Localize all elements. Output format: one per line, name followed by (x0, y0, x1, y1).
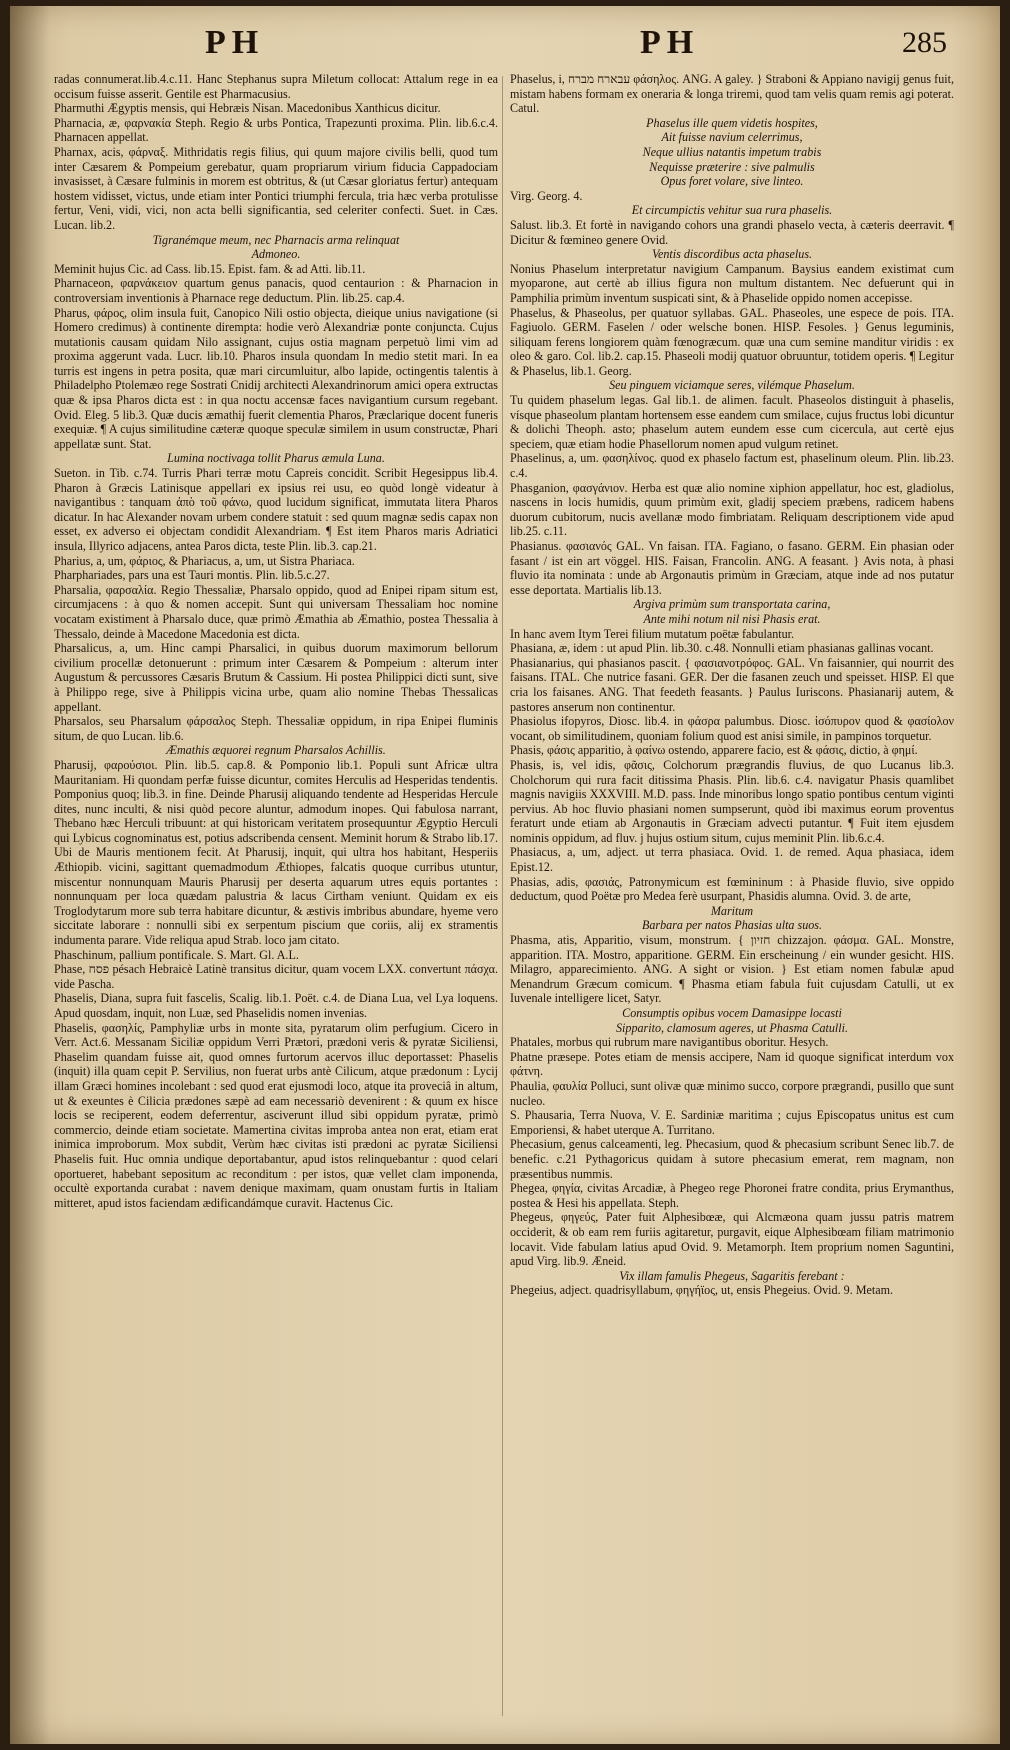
dictionary-entry: S. Phausaria, Terra Nuova, V. E. Sardiniæ maritima ; cujus Episcopatus unitus est cum Emporiensi, & habet uterque A. Turritano. (510, 1108, 954, 1137)
dictionary-entry: Phasiana, æ, idem : ut apud Plin. lib.30. c.48. Nonnulli etiam phasianas gallinas vocant. (510, 641, 934, 656)
right-column (510, 72, 954, 1298)
verse-quotation: Admoneo. (251, 247, 301, 262)
dictionary-entry: radas connumerat.lib.4.c.11. Hanc Stephanus supra Miletum collocat: Attalum rege in ea occisum fuisse asserit. Gentile est Pharmacusius. (54, 72, 498, 101)
dictionary-entry: Phasma, atis, Apparitio, visum, monstrum. { חזיון chizzajon. φάσμα. GAL. Monstre, apparition. ITA. Mostro, apparitione. GERM. Ein erscheinung / ein wunder gesicht. HIS. Milagro, apparecimiento. ANG. A sight or vision. } Est etiam nomen fabulæ apud Menandrum Græcum comicum. ¶ Phasma etiam fabula fuit cujusdam Catulli, ut ex Iuvenale intelligere licet, Satyr. (510, 933, 955, 1006)
dictionary-entry: Phase, פסח pésach Hebraicè Latinè transitus dicitur, quam vocem LXX. convertunt πάσχα. vide Pascha. (54, 962, 498, 991)
verse-quotation: Argiva primùm sum transportata carina, (633, 597, 831, 612)
dictionary-entry: Sueton. in Tib. c.74. Turris Phari terræ motu Capreis concidit. Scribit Hegesippus lib.4. Pharon à Græcis Latinisque appellari ex ipsius rei usu, eo quòd longè videatur à navigantibus : tanquam ἀπὸ τοῦ φάνω, quod lucidum significat, immutata litera Pharos dicatur. In hac Alexander novam urbem condere statuit : sed quum magnæ sedis capax non esset, ex adverso ei objectam condidit Alexandriam. ¶ Est item Pharos maris Adriatici insula, Illyrico adjacens, antea Paros dicta, teste Plin. lib.3. cap.21. (54, 466, 498, 553)
dictionary-entry: Salust. lib.3. Et fortè in navigando cohors una grandi phaselo vecta, à cæteris deerravit. ¶ Dicitur & fœmineo genere Ovid. (510, 217, 954, 247)
dictionary-entry: Pharsalos, seu Pharsalum φάρσαλος Steph. Thessaliæ oppidum, in ripa Enipei fluminis situm, de quo Lucan. lib.6. (54, 714, 498, 743)
dictionary-entry: Pharusij, φαρούσιοι. Plin. lib.5. cap.8. & Pomponio lib.1. Populi sunt Africæ ultra Mauritaniam. Hi quondam perfæ fuisse dicuntur, comites Herculis ad Hesperidas tendentis. Pomponius quoq; lib.3. in fine. Deinde Pharusij aliquando tendente ad Hesperidas Hercule dites, nunc inculti, & nisi quòd pecore aluntur, admodum inopes. Qui fabulosa narrant, Thebano hæc Herculi tribuunt: at qui historicam veritatem prosequuntur Ægyptio Herculi qui Lybicus cognominatus est, potius adscribenda censent. Meminit horum & Strabo lib.17. Ubi de Mauris mentionem fecit. At Pharusij, inquit, qui ultra hos habitant, Hesperiis Æthiopib. vicini, sagittant quemadmodum Æthiopes, falcatis quoque curribus utuntur, miscentur nonnunquam Mauris Pharusij per deserta aquarum utres equis portantes : nonnunquam per loca quædam palustria & lacus Cirtham veniunt. Quidam ex eis Troglodytarum more sub terra habitare dicuntur, & æstivis imbribus abundare, hyeme vero siccitate laborare : nonnulli sibi ex serpentum piscium que coriis, alij ex stramentis indumenta parare. Vide reliqua apud Strab. loco jam citato. (54, 757, 498, 948)
dictionary-entry: Pharnaceon, φαρνάκειον quartum genus panacis, quod centaurion : & Pharnacion in controversiam inventionis à Pharnace rege deductum. Plin. lib.25. cap.4. (54, 276, 498, 305)
dictionary-entry: Phasiolus ifopyros, Diosc. lib.4. in φάσρα palumbus. Diosc. ἰσόπυρον quod & φασίολον vocant, ob similitudinem, quoniam folium quod est anisi simile, in pampinos torquetur. (510, 714, 954, 743)
dictionary-entry: Phaselus, & Phaseolus, per quatuor syllabas. GAL. Phaseoles, une espece de pois. ITA. Fagiuolo. GERM. Faselen / oder welsche bonen. HISP. Fesoles. } Genus leguminis, siliquam ferens longiorem quàm fœnogræcum. quæ una cum semine manditur viridis : ex oleo & garo. Col. lib.2. cap.15. Phaseoli modij quatuor obruuntur, totidem operis. ¶ Legitur & Phaselus, lib.1. Georg. (510, 305, 954, 378)
verse-quotation: Et circumpictis vehitur sua rura phaselis. (631, 203, 833, 218)
column-divider (502, 76, 503, 1716)
dictionary-entry: Pharus, φάρος, olim insula fuit, Canopico Nili ostio objecta, dieique unius navigatione (si Homero credimus) à continente dirempta: hodie verò Alexandriæ ponte conjuncta. Cujus mutationis causam quidam Nilo assignant, cujus ostia magnam perpetuò limi vim ad proxima aggerunt vada. Lucr. lib.10. Pharos insula quondam In medio stetit mari. In ea turris est ingens in petra posita, quæ mari circumluitur, albo lapide, octingentis talentis à Philadelpho Ptolemæo rege Sostrati Cnidij architecti Alexandrinorum amici opera extructas quæ & ipsa Pharos dicta est : in qua noctu accensæ faces navigantium cursum regebant. Ovid. Eleg. 5 lib.3. Quæ ducis æmathij fuerit clementia Pharos, Præclarique docent funeris exequiæ. ¶ A cujus similitudine cæteræ quoque speculæ similem in usum constructæ, Phari appellatæ sunt. Stat. (54, 305, 498, 451)
verse-quotation: Barbara per natos Phasias ulta suos. (641, 918, 823, 933)
dictionary-entry: Pharsalicus, a, um. Hinc campi Pharsalici, in quibus duorum maximorum bellorum civilium procellæ detonuerunt : primum inter Cæsarem & Pompeium : alterum inter Augustum & percussores Cæsaris Brutum & Cassium. Hi postea Philippici dicti sunt, sive à Philippo rege, sive à Philippis vicina urbe, quam alio nomine Thebas Thessalicas appellant. (54, 641, 498, 714)
verse-quotation: Nequisse præterire : sive palmulis (649, 159, 815, 174)
dictionary-entry: Tu quidem phaselum legas. Gal lib.1. de alimen. facult. Phaseolos distinguit à phaselis, vísque phaseolum plantam hortensem esse eandem cum smilace, cujus fructus lobi dicuntur & dolichi Theoph. asto; phaselum autem eundem esse cum cicercula, aut certè ejus speciem, quæ etiam hodie Phasellorum nomen apud vulgum retinet. (510, 393, 954, 451)
dictionary-entry: Virg. Georg. 4. (510, 188, 583, 203)
verse-quotation: Maritum (710, 903, 754, 918)
dictionary-entry: Phaselus, i, עבארח מברח φάσηλος. ANG. A galey. } Straboni & Appiano navigij genus fuit, mistam habens formam ex oneraria & longa triremi, quod tam velis quam remis agi poterat. Catul. (510, 72, 954, 116)
dictionary-entry: Meminit hujus Cic. ad Cass. lib.15. Epist. fam. & ad Atti. lib.11. (54, 261, 366, 276)
verse-quotation: Æmathis æquorei regnum Pharsalos Achillis. (166, 743, 386, 758)
dictionary-entry: Phasiacus, a, um, adject. ut terra phasiaca. Ovid. 1. de remed. Aqua phasiaca, idem Epist.12. (510, 845, 954, 875)
verse-quotation: Neque ullius natantis impetum trabis (642, 144, 822, 159)
left-column (54, 72, 498, 1210)
dictionary-entry: Pharnacia, æ, φαρνακία Steph. Regio & urbs Pontica, Trapezunti proxima. Plin. lib.6.c.4. Pharnacen appellat. (54, 115, 498, 145)
dictionary-entry: Phatales, morbus qui rubrum mare navigantibus oboritur. Hesych. (510, 1035, 829, 1050)
dictionary-entry: Phasis, φάσις apparitio, à φαίνω ostendo, apparere facio, est & φάσις, dictio, à φημί. (510, 743, 918, 758)
verse-quotation: Seu pinguem viciamque seres, vilémque Phaselum. (609, 378, 855, 393)
dictionary-entry: Phasianus. φασιανός GAL. Vn faisan. ITA. Fagiano, o fasano. GERM. Ein phasian oder fasant / ist ein art vöggel. HIS. Faisan, Francolin. ANG. A feasant. } Avis nota, à phasi fluvio ita nominata : unde ab Argonautis primùm in Græciam, atque inde ad nos putatur esse deportata. Martialis lib.13. (510, 539, 954, 597)
verse-quotation: Ventis discordibus acta phaselus. (651, 247, 813, 262)
dictionary-entry: Pharmuthi Ægyptis mensis, qui Hebræis Nisan. Macedonibus Xanthicus dicitur. (54, 101, 441, 116)
dictionary-entry: Phecasium, genus calceamenti, leg. Phecasium, quod & phecasium scribunt Senec lib.7. de benefic. c.21 Pythagoricus quidam à sutore phecasium emerat, rem magnam, non præsentibus nummis. (510, 1137, 954, 1181)
dictionary-entry: Phatne præsepe. Potes etiam de mensis accipere, Nam id quoque significat interdum vox φάτνη. (510, 1049, 954, 1079)
verse-quotation: Vix illam famulis Phegeus, Sagaritis ferebant : (619, 1268, 845, 1283)
running-head-right: PH (640, 24, 700, 61)
dictionary-entry: Phaselis, φασηλίς, Pamphyliæ urbs in monte sita, pyratarum olim perfugium. Cicero in Verr. Act.6. Messanam Siciliæ oppidum Verri Prætori, prædoni veris & pyratæ Siciliensi, Phaselim quandam fuisse ait, quod omnes furtorum acervos illuc deportasset: Phaselis (inquit) illa quam cepit P. Servilius, non fuerat urbs antè Cilicum, atque prædonum : Lycij illam Græci homines incolebant : sed quod erat ejusmodi loco, atque ita proveciâ in altum, ut & exeuntes è Cilicia prædones sæpè ad eam necessariò devenirent : & quum ex hisce locis se reciperent, eodem deferrentur, asciverunt illud sibi oppidum pyratæ, primò commercio, deinde etiam societate. Mamertina civitas improba antea non erat, etiam erat inimica improborum. Mox subdit, Verùm hæc civitas isti prædoni ac pyratæ Siciliensi Phaselis fuit. Huc omnia undique deportabantur, apud istos relinquebantur : quod celari oportueret, habebant sepositum ac reconditum : per istos, quæ vellet clam imponenda, occultè exportanda curabat : navem denique maximam, quam onustam furtis in Italiam mitteret, apud istos faciendam ædificandámque curavit. Hactenus Cic. (54, 1020, 498, 1210)
dictionary-entry: Phaselis, Diana, supra fuit fascelis, Scalig. lib.1. Poët. c.4. de Diana Lua, vel Lya loquens. Apud quosdam, inquit, non Luæ, sed Phaselidis nomen invenias. (54, 991, 498, 1020)
verse-quotation: Phaselus ille quem videtis hospites, (646, 115, 818, 130)
dictionary-entry: Phasianarius, qui phasianos pascit. { φασιανοτρόφος. GAL. Vn faisannier, qui nourrit des faisans. ITAL. Che nutrice fasani. GER. Der die fasanen zeuch und speisset. HISP. El que cria los faisanes. ANG. That feedeth feasants. } Paulus Iuriscons. Phasianarij autem, & pastores anserum non continentur. (510, 655, 954, 714)
running-head (10, 24, 1000, 68)
dictionary-entry: Pharphariades, pars una est Tauri montis. Plin. lib.5.c.27. (54, 568, 330, 583)
verse-quotation: Tigranémque meum, nec Pharnacis arma relinquat (152, 232, 400, 247)
verse-quotation: Lumina noctivaga tollit Pharus æmula Luna. (167, 451, 385, 466)
verse-quotation: Sipparito, clamosum ageres, ut Phasma Catulli. (615, 1020, 849, 1035)
dictionary-entry: Phaulia, φαυλία Polluci, sunt olivæ quæ minimo succo, corpore prægrandi, pusillo que sunt nucleo. (510, 1078, 954, 1108)
dictionary-entry: Phegea, φηγία, civitas Arcadiæ, à Phegeo rege Phoronei fratre condita, prius Erymanthus, postea & Hesi his appellata. Steph. (510, 1181, 954, 1210)
dictionary-entry: Phegeius, adject. quadrisyllabum, φηγήϊος, ut, ensis Phegeius. Ovid. 9. Metam. (510, 1283, 894, 1298)
dictionary-entry: Phasganion, φασγάνιον. Herba est quæ alio nomine xiphion appellatur, hoc est, gladiolus, nascens in locis humidis, quum primùm exit, gladij speciem præbens, radicem habens duorum cubitorum, nucis avellanæ modo fimbriatam. Reliquam descriptionem vide apud lib.25. c.11. (510, 480, 954, 539)
dictionary-entry: In hanc avem Itym Terei filium mutatum poëtæ fabulantur. (510, 626, 795, 641)
dictionary-entry: Phegeus, φηγεύς, Pater fuit Alphesibœæ, qui Alcmæona quam jussu patris matrem occiderit, & ob eam rem furiis agitaretur, purgavit, eique Alphesibœam filiam matrimonio locavit. Vide fabulam latius apud Ovid. 9. Metamorph. Item proprium nomen Saguntini, apud Virg. lib.9. Æneid. (510, 1210, 954, 1269)
dictionary-entry: Nonius Phaselum interpretatur navigium Campanum. Baysius eandem existimat cum myoparone, aut certè ab illius figura non multum distantem. Nec defuerunt qui in Pamphilia primùm inventum suspicati sint, & à Phaselide oppido nomen accepisse. (510, 261, 954, 305)
page-number: 285 (902, 26, 947, 59)
dictionary-entry: Phaselinus, a, um. φασηλίνος. quod ex phaselo factum est, phaselinum oleum. Plin. lib.23. c.4. (510, 451, 954, 481)
dictionary-entry: Phasis, is, vel idis, φᾶσις, Colchorum prægrandis fluvius, de quo Lucanus lib.3. Cholchorum qui rura facit ditissima Phasis. Plin. lib.6. c.4. navigatur Phasis quamlibet magnis navigiis XXXVIII. M.D. pass. Inde minoribus longo spatio pontibus centum viginti pervius. Ab hoc fluvio phasiani nomen sumpserunt, quòd ibi maximus eorum proventus feraturt unde etiam ab Argonautis in Græciam advecti putantur. ¶ Fuit item ejusdem nominis oppidum, ad fluv. j hujus ostium situm, cujus meminit Plin. lib.6.c.4. (510, 757, 954, 845)
page-gutter-shadow (10, 6, 50, 1744)
dictionary-entry: Phasias, adis, φασιάς, Patronymicum est fœmininum : à Phaside fluvio, sive oppido deductum, quod Poëtæ pro Medea ferè usurpant, Phasidis alumna. Ovid. 3. de arte, (510, 874, 954, 904)
dictionary-entry: Pharius, a, um, φάριος, & Phariacus, a, um, ut Sistra Phariaca. (54, 553, 355, 568)
running-head-left: PH (205, 24, 265, 61)
verse-quotation: Ait fuisse navium celerrimus, (661, 130, 803, 145)
book-page (10, 6, 1000, 1744)
dictionary-entry: Pharnax, acis, φάρναξ. Mithridatis regis filius, qui quum majore civilis belli, quod tum inter Cæsarem & Pompeium gerebatur, quam propriarum virium fiducia Cappadociam invasisset, à Cæsare fulminis in morem est obtritus, & (ut Cæsar gloriatus fertur) antequam hostem vidisset, victus, unde etiam inter Pontici triumphi fercula, tria hæc verba protulisse fertur, Veni, vidi, vici, non acta belli significantia, sed celeriter confecti. Suet. in Cæs. Lucan. lib.2. (54, 144, 498, 232)
verse-quotation: Consumptis opibus vocem Damasippe locasti (622, 1006, 842, 1020)
dictionary-entry: Pharsalia, φαρσαλία. Regio Thessaliæ, Pharsalo oppido, quod ad Enipei ripam situm est, circumjacens : à quo & nomen accepit. Sunt qui universam Thessaliam hoc nomine vocatam existiment à Pharsalo duce, quæ primò Æmathia ab Æmathio, postea Thessalia à Thessalo, deinde à Macedone Macedonia est dicta. (54, 582, 498, 641)
dictionary-entry: Phaschinum, pallium pontificale. S. Mart. Gl. A.L. (54, 947, 299, 962)
verse-quotation: Ante mihi notum nil nisi Phasis erat. (643, 611, 821, 626)
verse-quotation: Opus foret volare, sive linteo. (660, 174, 804, 189)
